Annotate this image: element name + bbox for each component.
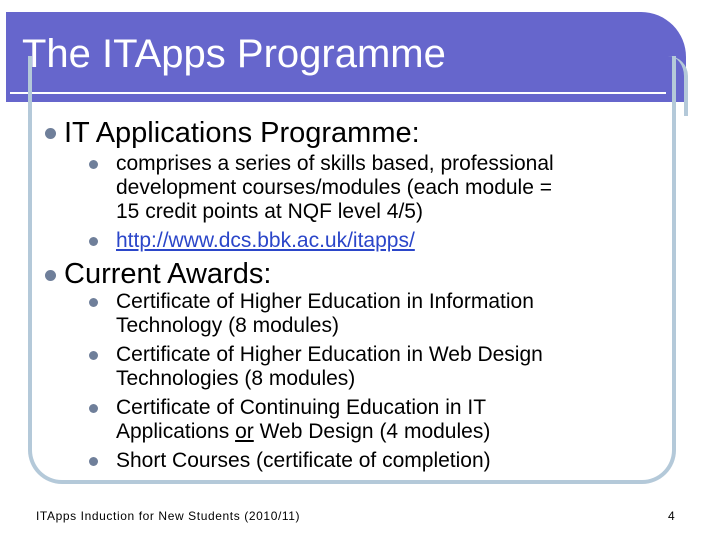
itapps-link[interactable]: http://www.dcs.bbk.ac.uk/itapps/ (116, 229, 415, 252)
sub-bullet-2-1-line-1: Certificate of Higher Education in Information (116, 290, 534, 313)
slide-title: The ITApps Programme (22, 32, 446, 76)
sub-bullet-2-1-line-2: Technology (8 modules) (116, 314, 339, 337)
sub-bullet-2-3-part-1: Applications (116, 420, 236, 443)
sub-bullet-icon-2-1 (89, 298, 98, 307)
sub-bullet-1-1-line-1: comprises a series of skills based, professional (116, 152, 554, 175)
sub-bullet-2-4-line-1: Short Courses (certificate of completion) (116, 449, 491, 472)
main-bullet-2: Current Awards: (64, 258, 272, 290)
main-bullet-icon-1 (45, 128, 56, 139)
sub-bullet-2-3-part-3: Web Design (4 modules) (253, 420, 491, 443)
sub-bullet-2-3-part-2: or (235, 420, 254, 443)
sub-bullet-1-1-line-2: development courses/modules (each module = (116, 176, 552, 199)
main-bullet-icon-2 (45, 270, 56, 281)
page-number: 4 (668, 509, 675, 523)
sub-bullet-icon-2-3 (89, 404, 98, 413)
sub-bullet-2-3-line-2 (116, 420, 490, 444)
content-frame-corner (660, 56, 688, 116)
sub-bullet-icon-2-2 (89, 351, 98, 360)
sub-bullet-2-2-line-2: Technologies (8 modules) (116, 367, 356, 390)
sub-bullet-icon-1-1 (89, 160, 98, 169)
sub-bullet-1-1-line-3: 15 credit points at NQF level 4/5) (116, 200, 423, 223)
sub-bullet-2-2-line-1: Certificate of Higher Education in Web Design (116, 343, 543, 366)
footer-text: ITApps Induction for New Students (2010/11) (36, 509, 301, 523)
sub-bullet-2-3-line-1: Certificate of Continuing Education in IT (116, 396, 487, 419)
sub-bullet-icon-1-2 (89, 237, 98, 246)
main-bullet-1: IT Applications Programme: (64, 117, 420, 149)
sub-bullet-icon-2-4 (89, 457, 98, 466)
